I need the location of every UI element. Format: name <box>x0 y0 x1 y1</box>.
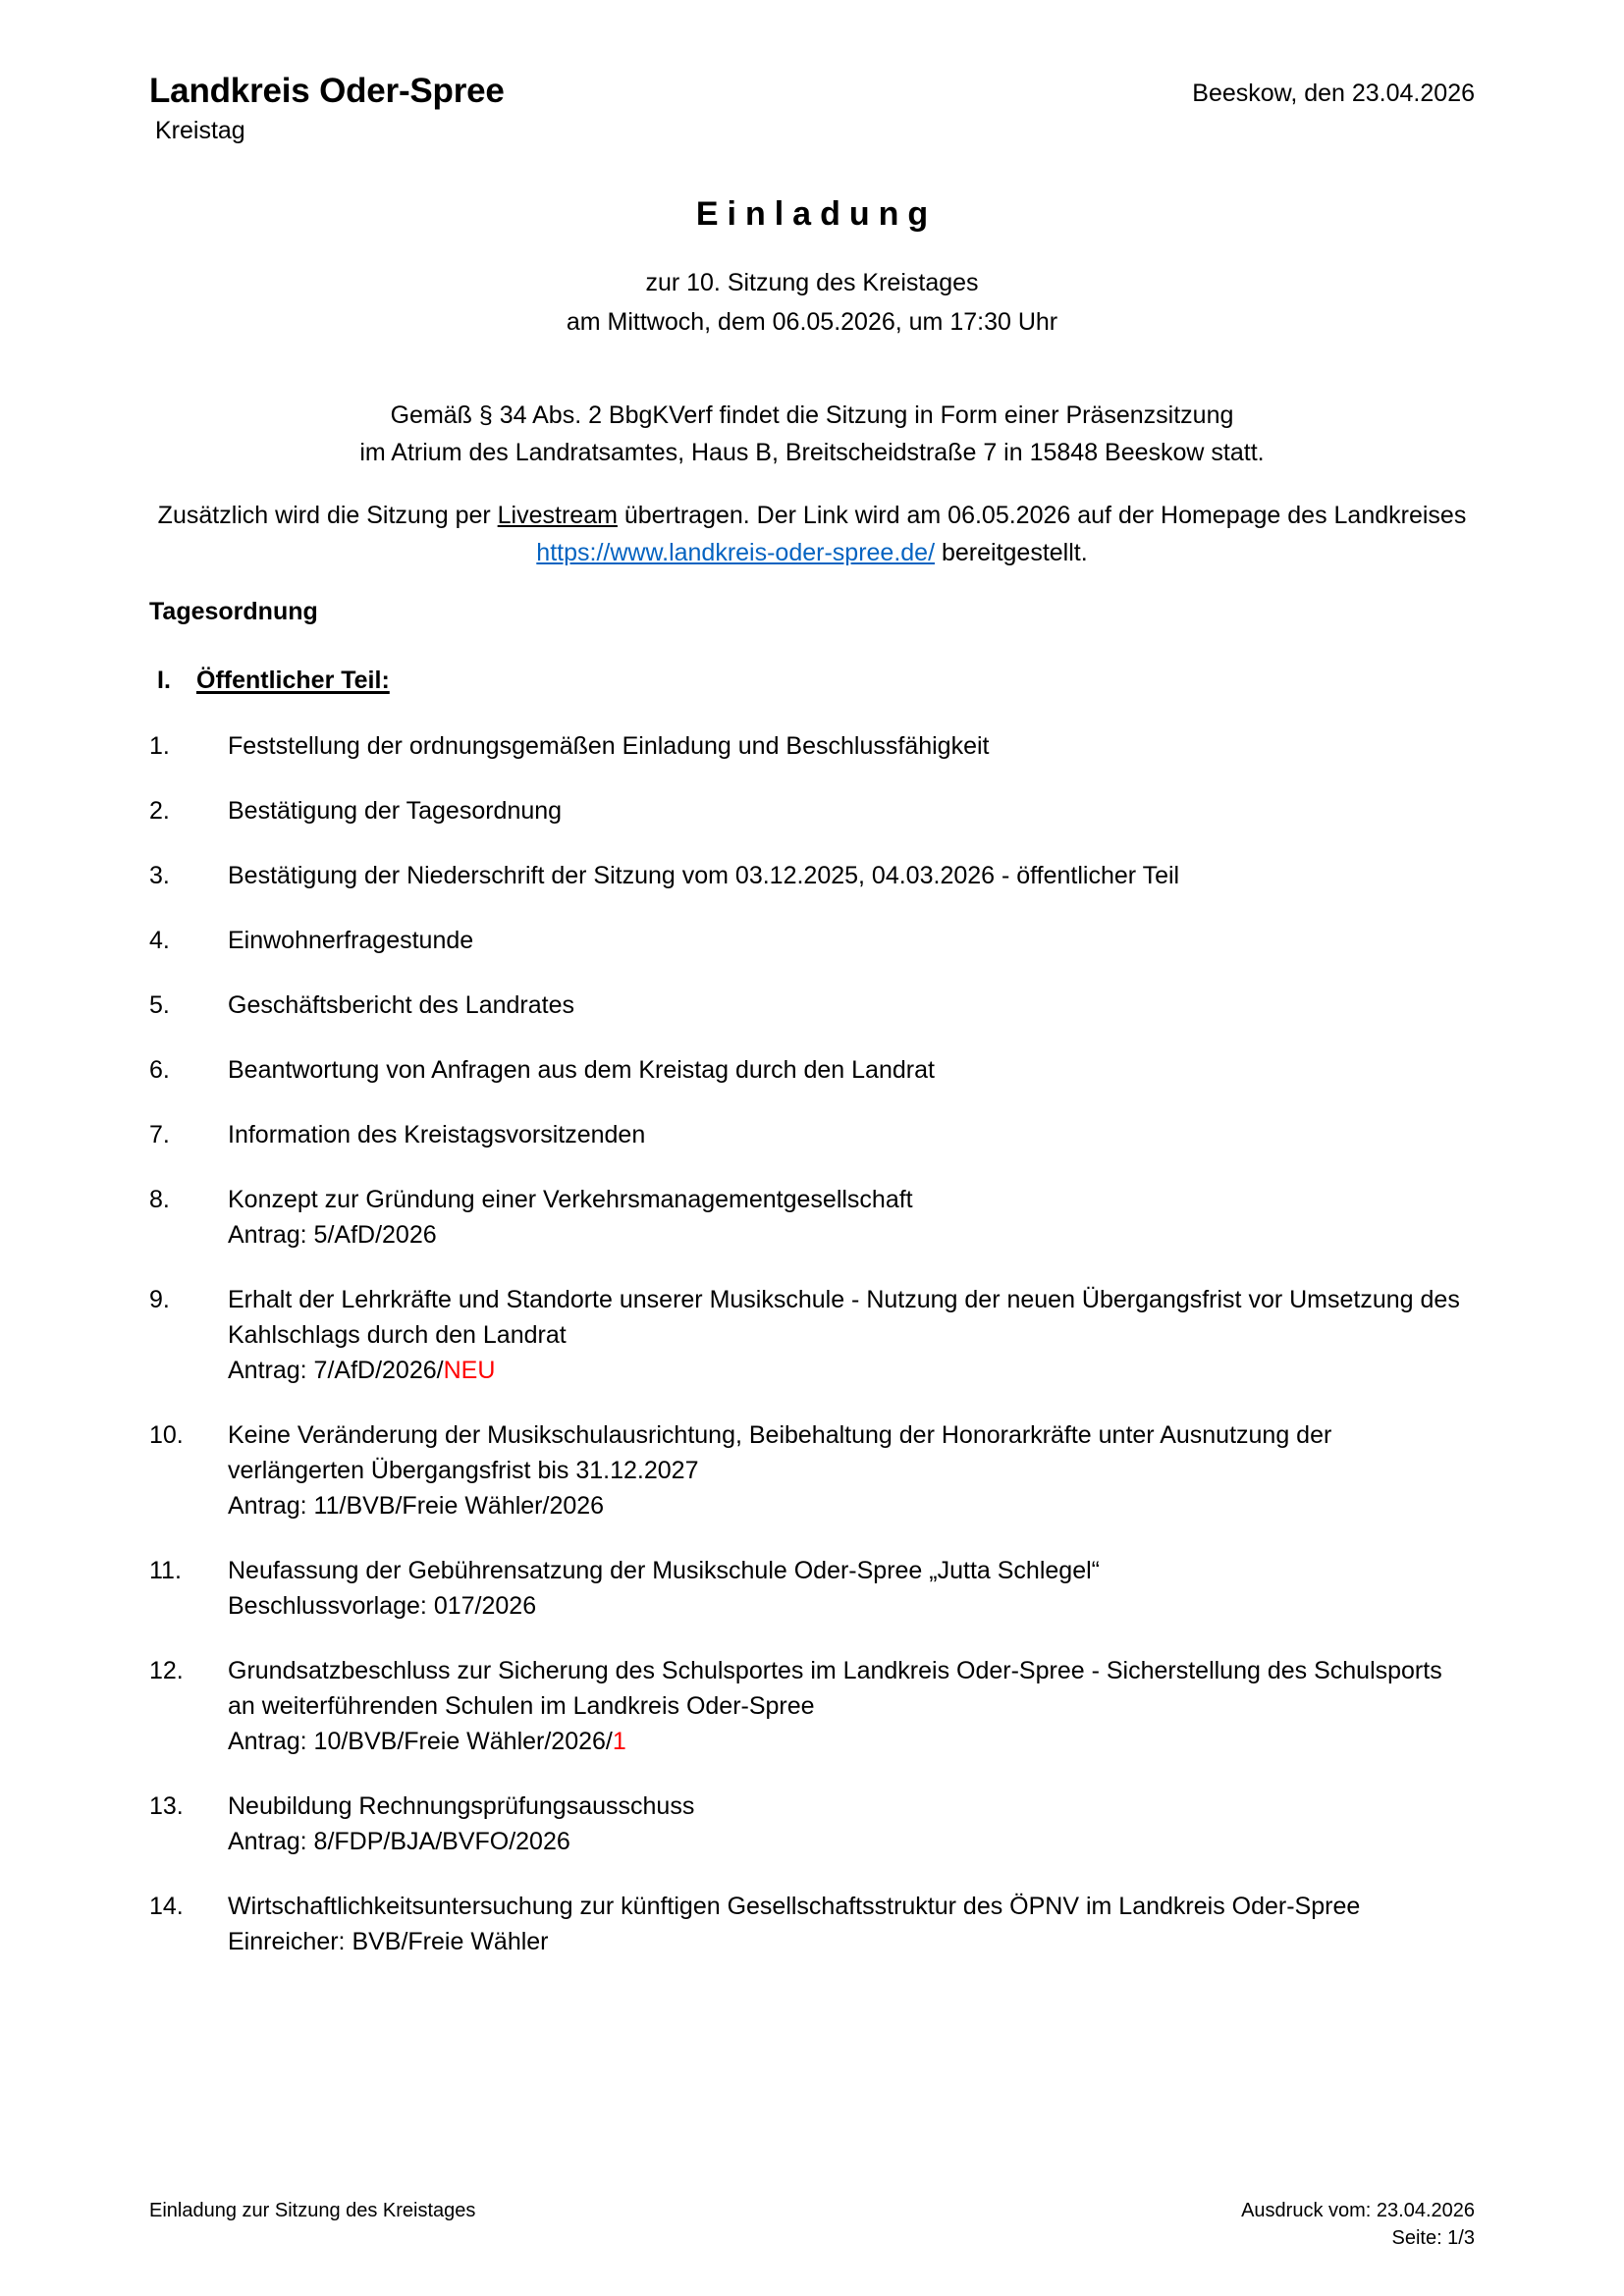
agenda-item-body <box>228 1052 1475 1088</box>
livestream-text-mid: übertragen. Der Link wird am 06.05.2026 auf der Homepage des Landkreises <box>617 502 1467 529</box>
organization-subtitle: Kreistag <box>155 117 245 144</box>
agenda-item-number: 11. <box>149 1557 182 1584</box>
agenda-heading: Tagesordnung <box>149 598 318 625</box>
livestream-text-pre: Zusätzlich wird die Sitzung per <box>157 502 498 529</box>
agenda-item-number: 6. <box>149 1056 170 1084</box>
agenda-item-number: 5. <box>149 991 170 1019</box>
agenda-item-reference <box>228 1488 1475 1523</box>
agenda-item-reference <box>228 1353 1475 1388</box>
agenda-item[interactable] <box>149 728 1475 764</box>
livestream-text-post: bereitgestellt. <box>935 539 1088 566</box>
agenda-item-title: Erhalt der Lehrkräfte und Standorte unserer Musikschule - Nutzung der neuen Übergangsfrist vor Umsetzung des Kahlschlags durch den Landrat <box>228 1286 1460 1349</box>
footer-print-date: Ausdruck vom: 23.04.2026 <box>1241 2200 1475 2221</box>
meeting-datetime: am Mittwoch, dem 06.05.2026, um 17:30 Uhr <box>566 308 1058 336</box>
agenda-item-title: Einwohnerfragestunde <box>228 927 474 954</box>
agenda-item[interactable] <box>149 1182 1475 1253</box>
agenda-item-number: 14. <box>149 1893 184 1920</box>
agenda-item-reference-text: Antrag: 8/FDP/BJA/BVFO/2026 <box>228 1828 570 1855</box>
agenda-item[interactable] <box>149 1417 1475 1523</box>
agenda-item-body <box>228 923 1475 958</box>
agenda-item-reference-highlight: NEU <box>443 1357 496 1384</box>
agenda-item-body <box>228 988 1475 1023</box>
livestream-keyword: Livestream <box>497 502 618 529</box>
footer-page-number: Seite: 1/3 <box>1391 2227 1475 2249</box>
agenda-item[interactable] <box>149 1789 1475 1859</box>
agenda-item-title: Bestätigung der Tagesordnung <box>228 797 563 825</box>
agenda-item[interactable] <box>149 1117 1475 1152</box>
footer-document-name: Einladung zur Sitzung des Kreistages <box>149 2200 476 2221</box>
document-header <box>149 71 1475 179</box>
agenda-item-body <box>228 1889 1475 1959</box>
agenda-item-body <box>228 858 1475 893</box>
agenda-item-title: Geschäftsbericht des Landrates <box>228 991 574 1019</box>
agenda-item[interactable] <box>149 858 1475 893</box>
title-block <box>149 192 1475 342</box>
agenda-item-reference-text: Beschlussvorlage: 017/2026 <box>228 1592 537 1620</box>
agenda-item-number: 13. <box>149 1792 184 1820</box>
agenda-item-reference <box>228 1724 1475 1759</box>
agenda-item-title: Beantwortung von Anfragen aus dem Kreistag durch den Landrat <box>228 1056 935 1084</box>
agenda-item-body <box>228 1553 1475 1624</box>
agenda-item[interactable] <box>149 1282 1475 1388</box>
agenda-item-reference <box>228 1588 1475 1624</box>
agenda-item-title: Wirtschaftlichkeitsuntersuchung zur künftigen Gesellschaftsstruktur des ÖPNV im Landkreis Oder-Spree <box>228 1893 1361 1920</box>
agenda-item[interactable] <box>149 988 1475 1023</box>
agenda-item-title: Konzept zur Gründung einer Verkehrsmanagementgesellschaft <box>228 1186 913 1213</box>
place-and-date: Beeskow, den 23.04.2026 <box>1192 80 1475 107</box>
agenda-item-reference-highlight: 1 <box>612 1728 626 1755</box>
agenda-item-title: Neubildung Rechnungsprüfungsausschuss <box>228 1792 695 1820</box>
agenda-item[interactable] <box>149 1553 1475 1624</box>
agenda-item-title: Information des Kreistagsvorsitzenden <box>228 1121 646 1148</box>
intro-section <box>149 397 1475 571</box>
agenda-item-body <box>228 728 1475 764</box>
agenda-section-label: Öffentlicher Teil: <box>196 667 390 694</box>
agenda-section-public <box>149 664 1475 697</box>
agenda-item-title: Bestätigung der Niederschrift der Sitzung vom 03.12.2025, 04.03.2026 - öffentlicher Teil <box>228 862 1180 889</box>
page-title: Einladung <box>695 195 938 233</box>
venue-line-2: im Atrium des Landratsamtes, Haus B, Breitscheidstraße 7 in 15848 Beeskow statt. <box>359 439 1265 466</box>
agenda-item-number: 3. <box>149 862 170 889</box>
agenda-item[interactable] <box>149 1653 1475 1759</box>
agenda-item-reference <box>228 1924 1475 1959</box>
agenda-section <box>149 595 1475 1989</box>
agenda-item-number: 12. <box>149 1657 184 1684</box>
agenda-item[interactable] <box>149 923 1475 958</box>
agenda-item-number: 4. <box>149 927 170 954</box>
venue-paragraph <box>149 397 1475 471</box>
agenda-item-body <box>228 1182 1475 1253</box>
agenda-item[interactable] <box>149 1052 1475 1088</box>
livestream-paragraph <box>149 497 1475 571</box>
header-left-block <box>149 71 505 146</box>
agenda-item-reference <box>228 1824 1475 1859</box>
organization-title: Landkreis Oder-Spree <box>149 72 505 110</box>
agenda-item-number: 10. <box>149 1421 184 1449</box>
agenda-item-title: Feststellung der ordnungsgemäßen Einladung und Beschlussfähigkeit <box>228 732 990 760</box>
agenda-item-reference-text: Antrag: 11/BVB/Freie Wähler/2026 <box>228 1492 605 1520</box>
agenda-item[interactable] <box>149 1889 1475 1959</box>
agenda-item-number: 7. <box>149 1121 170 1148</box>
agenda-item-list <box>149 728 1475 1959</box>
agenda-item-title: Keine Veränderung der Musikschulausrichtung, Beibehaltung der Honorarkräfte unter Ausnutzung der verlängerten Übergangsfrist bis 31.12.2027 <box>228 1421 1332 1484</box>
agenda-item-body <box>228 1117 1475 1152</box>
agenda-item-reference-text: Antrag: 5/AfD/2026 <box>228 1221 437 1249</box>
agenda-item[interactable] <box>149 793 1475 828</box>
venue-line-1: Gemäß § 34 Abs. 2 BbgKVerf findet die Sitzung in Form einer Präsenzsitzung <box>390 401 1234 429</box>
agenda-item-number: 2. <box>149 797 170 825</box>
agenda-item-body <box>228 1653 1475 1759</box>
agenda-item-title: Grundsatzbeschluss zur Sicherung des Schulsportes im Landkreis Oder-Spree - Sicherstellung des Schulsports an weiterführenden Schulen im Landkreis Oder-Spree <box>228 1657 1442 1720</box>
agenda-item-reference <box>228 1217 1475 1253</box>
agenda-section-number: I. <box>157 667 171 694</box>
meeting-subtitle: zur 10. Sitzung des Kreistages <box>645 269 979 296</box>
agenda-item-body <box>228 1417 1475 1523</box>
agenda-item-body <box>228 793 1475 828</box>
agenda-item-body <box>228 1789 1475 1859</box>
agenda-item-reference-text: Antrag: 10/BVB/Freie Wähler/2026/ <box>228 1728 613 1755</box>
agenda-item-number: 9. <box>149 1286 170 1313</box>
agenda-item-body <box>228 1282 1475 1388</box>
agenda-item-number: 8. <box>149 1186 170 1213</box>
agenda-item-reference-text: Einreicher: BVB/Freie Wähler <box>228 1928 549 1955</box>
agenda-item-number: 1. <box>149 732 170 760</box>
agenda-item-title: Neufassung der Gebührensatzung der Musikschule Oder-Spree „Jutta Schlegel“ <box>228 1557 1100 1584</box>
agenda-item-reference-text: Antrag: 7/AfD/2026/ <box>228 1357 444 1384</box>
homepage-link[interactable]: https://www.landkreis-oder-spree.de/ <box>536 539 936 566</box>
footer-print-info <box>1241 2197 1475 2252</box>
